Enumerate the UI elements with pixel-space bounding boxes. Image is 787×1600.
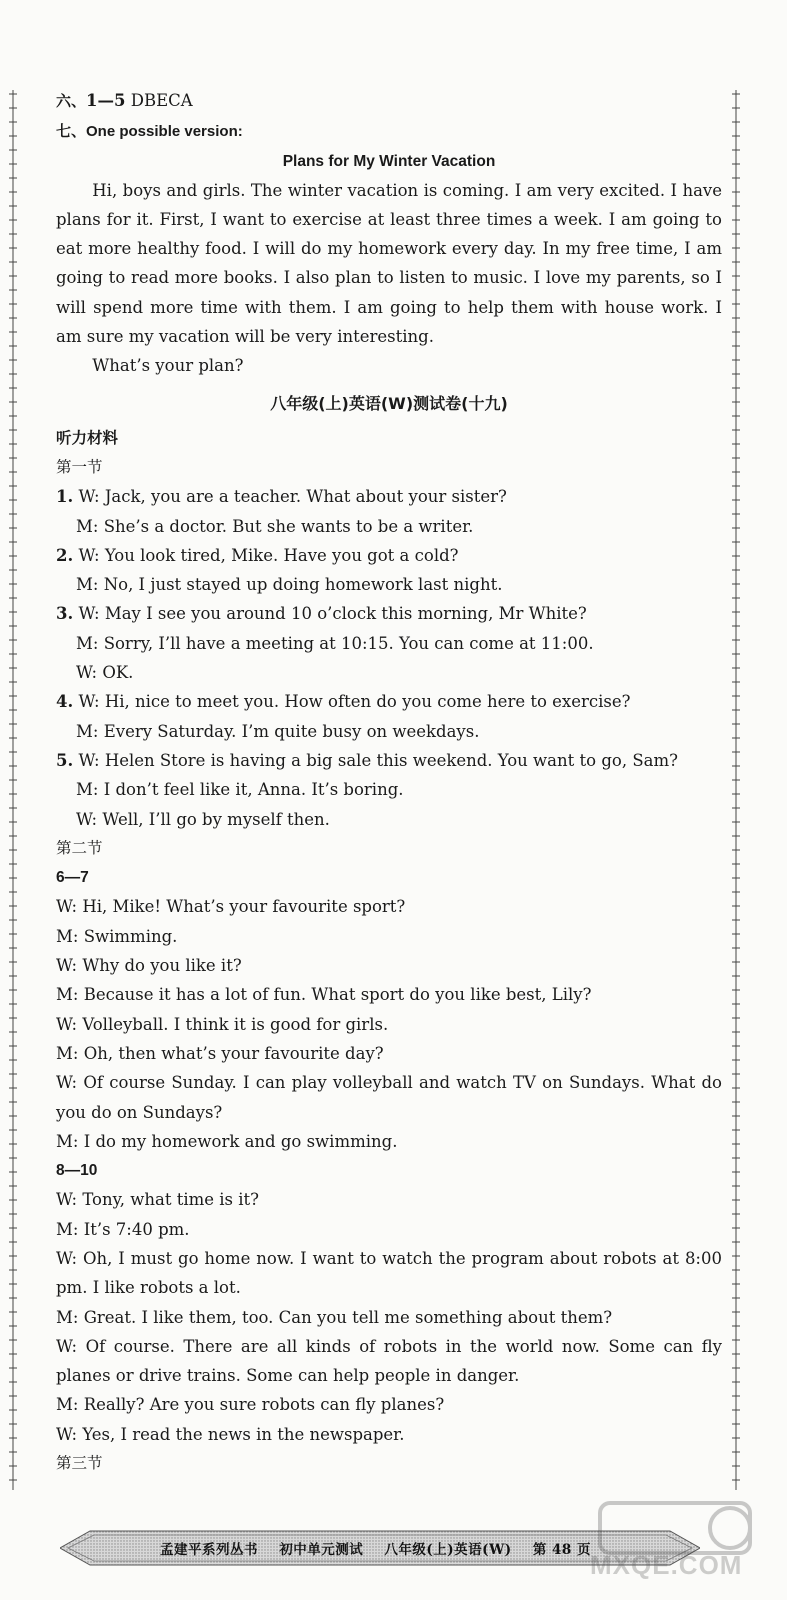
answer-six <box>56 86 722 116</box>
dialogue-line: M: It’s 7:40 pm. <box>56 1219 190 1239</box>
dialogue-line: W: Hi, Mike! What’s your favourite sport? <box>56 897 406 917</box>
dialogue-line: M: Really? Are you sure robots can fly planes? <box>56 1395 445 1415</box>
q3-woman <box>56 599 722 628</box>
answer-six-range: 1—5 <box>86 91 126 110</box>
answer-seven <box>56 116 722 146</box>
answer-seven-label: 七、 <box>56 122 87 141</box>
q5-man: M: I don’t feel like it, Anna. It’s boring. <box>76 780 404 800</box>
q1-woman <box>56 482 722 511</box>
q5-woman-reply: W: Well, I’ll go by myself then. <box>76 809 330 829</box>
answer-six-answers: DBECA <box>130 91 193 110</box>
watermark-text: MXQE.COM <box>590 1550 743 1580</box>
dialogue-line: M: Because it has a lot of fun. What sport do you like best, Lily? <box>56 985 592 1005</box>
dialogue-line: W: Yes, I read the news in the newspaper. <box>56 1424 405 1444</box>
answer-six-label: 六、 <box>56 92 87 110</box>
left-margin-border <box>8 90 18 1490</box>
q4-number: 4. <box>56 692 74 712</box>
q3-woman-reply: W: OK. <box>76 663 134 683</box>
q2-woman-text: W: You look tired, Mike. Have you got a cold? <box>78 545 459 565</box>
page-content <box>56 86 722 1478</box>
section-3-heading: 第三节 <box>56 1454 103 1473</box>
essay-paragraph: Hi, boys and girls. The winter vacation is coming. I am very excited. I have plans for it. First, I want to exercise at least three times a week. I am going to eat more healthy food. I will do my homework every day. In my free time, I am going to read more books. I also plan to listen to music. I love my parents, so I will spend more time with them. I am going to help them with house work. I am sure my vacation will be very interesting. <box>56 180 722 347</box>
range-6-7: 6—7 <box>56 869 89 887</box>
dialogue-line: W: Oh, I must go home now. I want to watch the program about robots at 8:00 pm. I like robots a lot. <box>56 1248 722 1298</box>
q5-woman <box>56 746 722 775</box>
q4-man: M: Every Saturday. I’m quite busy on weekdays. <box>76 721 480 741</box>
dialogue-line: M: Great. I like them, too. Can you tell me something about them? <box>56 1307 613 1327</box>
watermark-logo <box>580 1498 780 1558</box>
dialogue-line: W: Volleyball. I think it is good for girls. <box>56 1014 389 1034</box>
dialogue-line: W: Tony, what time is it? <box>56 1190 260 1210</box>
q2-woman <box>56 541 722 570</box>
dialogue-8-10 <box>56 1185 722 1449</box>
essay-title: Plans for My Winter Vacation <box>282 152 496 170</box>
q5-number: 5. <box>56 750 74 770</box>
q2-number: 2. <box>56 545 74 565</box>
section-1-heading: 第一节 <box>56 457 103 476</box>
dialogue-line: W: Of course Sunday. I can play volleyball and watch TV on Sundays. What do you do on Sundays? <box>56 1073 722 1122</box>
q1-woman-text: W: Jack, you are a teacher. What about your sister? <box>78 487 507 507</box>
test-title: 八年级(上)英语(W)测试卷(十九) <box>270 393 508 413</box>
dialogue-line: W: Why do you like it? <box>56 956 242 976</box>
q2-man: M: No, I just stayed up doing homework last night. <box>76 575 503 595</box>
dialogue-line: W: Of course. There are all kinds of robots in the world now. Some can fly planes or drive trains. Some can help people in danger. <box>56 1336 722 1386</box>
footer-page: 第 48 页 <box>532 1542 592 1558</box>
essay-closing: What’s your plan? <box>92 356 244 376</box>
q4-woman-text: W: Hi, nice to meet you. How often do you come here to exercise? <box>78 692 631 712</box>
q5-woman-text: W: Helen Store is having a big sale this weekend. You want to go, Sam? <box>78 750 678 770</box>
q1-man: M: She’s a doctor. But she wants to be a writer. <box>76 516 474 536</box>
dialogue-line: M: I do my homework and go swimming. <box>56 1131 398 1151</box>
footer-text <box>160 1538 607 1558</box>
section-2-heading: 第二节 <box>56 838 103 857</box>
dialogue-6-7 <box>56 892 722 1156</box>
listening-heading: 听力材料 <box>56 428 119 447</box>
footer-book: 初中单元测试 <box>279 1542 364 1558</box>
dialogue-line: M: Swimming. <box>56 926 178 946</box>
range-8-10: 8—10 <box>56 1162 98 1180</box>
footer-grade: 八年级(上)英语(W) <box>384 1542 512 1558</box>
q3-man: M: Sorry, I’ll have a meeting at 10:15. You can come at 11:00. <box>76 633 594 653</box>
answer-seven-text: One possible version: <box>86 123 243 141</box>
q1-number: 1. <box>56 487 74 507</box>
dialogue-line: M: Oh, then what’s your favourite day? <box>56 1043 384 1063</box>
footer-series: 孟建平系列丛书 <box>160 1542 258 1558</box>
watermark <box>580 1498 780 1593</box>
q3-woman-text: W: May I see you around 10 o’clock this morning, Mr White? <box>78 604 587 624</box>
q3-number: 3. <box>56 604 74 624</box>
right-margin-border <box>731 90 741 1490</box>
q4-woman <box>56 687 722 716</box>
